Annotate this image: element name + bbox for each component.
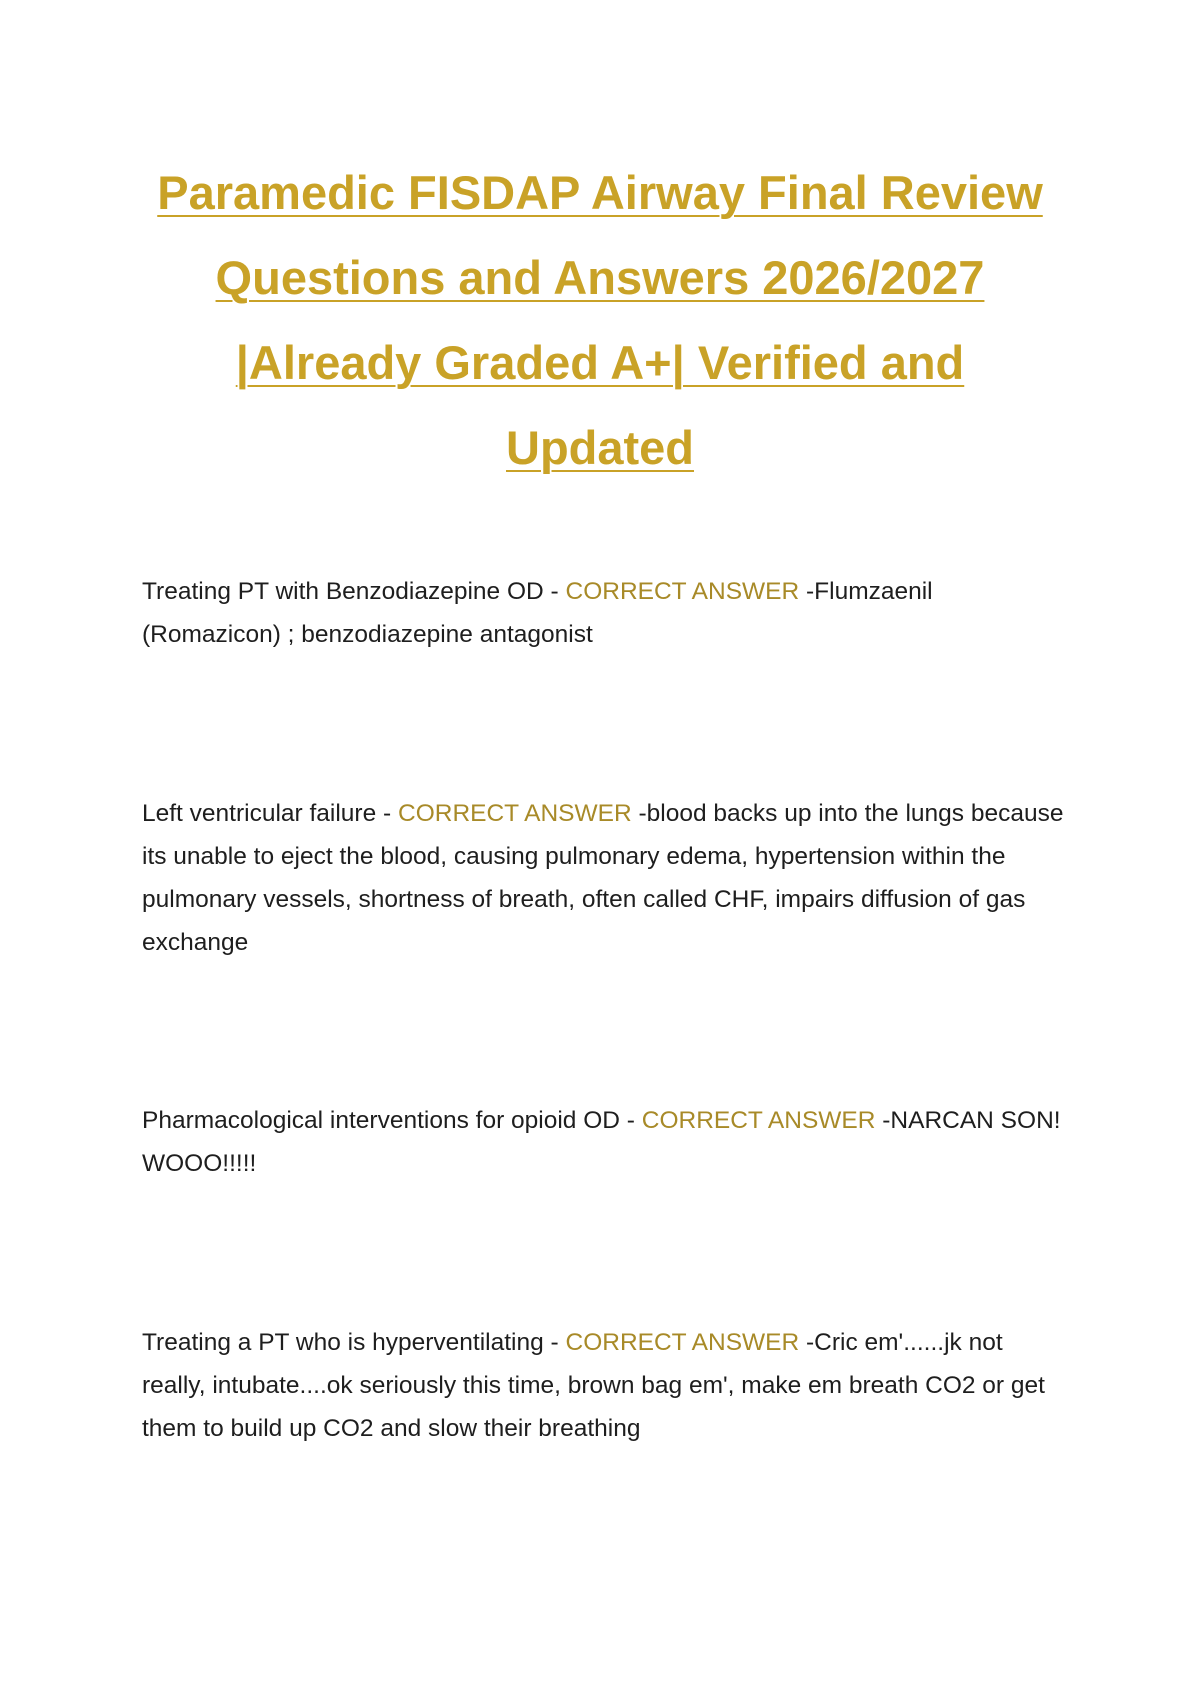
correct-answer-label: CORRECT ANSWER xyxy=(565,578,800,605)
title-line: |Already Graded A+| Verified and xyxy=(235,336,965,389)
question-text: Treating PT with Benzodiazepine OD - xyxy=(142,578,566,605)
document-title xyxy=(120,150,1080,490)
correct-answer-label: CORRECT ANSWER xyxy=(565,1329,800,1356)
qa-item xyxy=(142,1321,1072,1450)
answer-text: -Cric em'......jk not really, intubate....ok seriously this time, brown bag em', make em breath CO2 or get them to build up CO2 and slow their breathing xyxy=(142,1329,1045,1442)
correct-answer-label: CORRECT ANSWER xyxy=(398,800,632,827)
title-line: Updated xyxy=(506,421,694,474)
answer-text: -NARCAN SON! WOOO!!!!! xyxy=(142,1107,1061,1177)
qa-item xyxy=(142,792,1072,964)
title-line: Paramedic FISDAP Airway Final Review xyxy=(157,166,1043,219)
question-text: Pharmacological interventions for opioid OD - xyxy=(142,1107,642,1134)
question-text: Left ventricular failure - xyxy=(142,800,398,827)
correct-answer-label: CORRECT ANSWER xyxy=(641,1107,876,1134)
question-text: Treating a PT who is hyperventilating - xyxy=(142,1329,566,1356)
answer-text: -blood backs up into the lungs because its unable to eject the blood, causing pulmonary edema, hypertension within the pulmonary vessels, shortness of breath, often called CHF, impairs diffusion of gas exchange xyxy=(142,800,1064,956)
answer-text: -Flumzaenil (Romazicon) ; benzodiazepine antagonist xyxy=(142,578,933,648)
qa-item xyxy=(142,1099,1072,1185)
title-line: Questions and Answers 2026/2027 xyxy=(215,251,985,304)
qa-item xyxy=(142,570,1072,656)
